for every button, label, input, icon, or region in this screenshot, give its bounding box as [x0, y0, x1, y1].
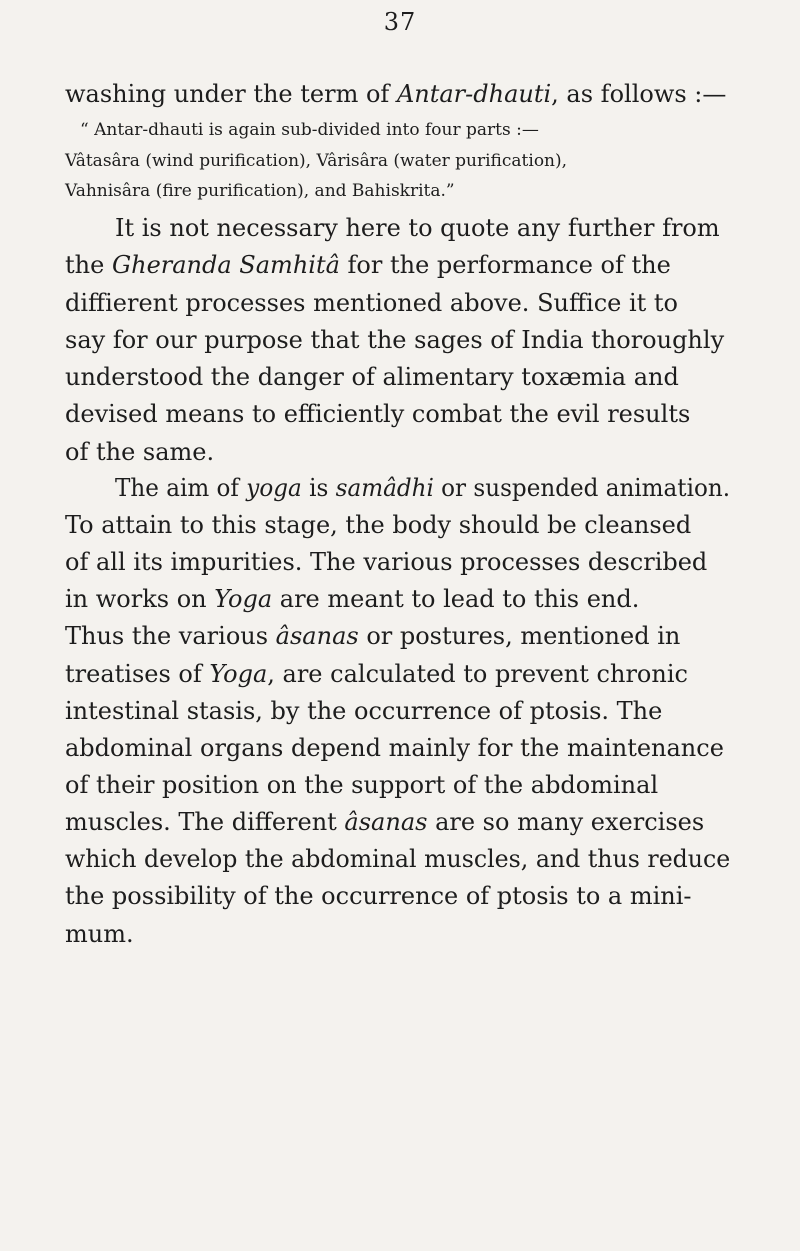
text-run: It is not necessary here to quote any further from [115, 214, 720, 242]
text-run: , are calculated to prevent chronic [267, 660, 688, 688]
text-run: or postures, mentioned in [358, 622, 681, 650]
italic-run: Yoga [214, 585, 273, 613]
text-line [115, 212, 720, 244]
text-line [65, 620, 680, 652]
text-run: of all its impurities. The various processes described [65, 548, 708, 576]
text-run: for the performance of the [339, 251, 671, 279]
text-run: the possibility of the occurrence of ptosis to a mini- [65, 882, 692, 910]
text-line [65, 806, 704, 838]
italic-run: samâdhi [335, 474, 434, 502]
text-run: , as follows :— [551, 80, 727, 108]
text-line [65, 843, 730, 875]
text-line [65, 546, 707, 578]
text-line [65, 583, 639, 615]
text-run: which develop the abdominal muscles, and thus reduce [65, 845, 731, 873]
text-run: say for our purpose that the sages of India thoroughly [65, 326, 725, 354]
text-line [65, 436, 214, 468]
text-line [65, 148, 567, 174]
text-run: abdominal organs depend mainly for the maintenance [65, 734, 724, 762]
text-run: “ Antar-dhauti is again sub-divided into four parts :— [80, 120, 539, 140]
text-run: Vahnisâra (fire purification), and Bahiskrita.” [65, 181, 455, 201]
text-run: devised means to efficiently combat the evil results [65, 400, 691, 428]
italic-run: Antar-dhauti [396, 80, 552, 108]
text-run: Vâtasâra (wind purification), Vârisâra (water purification), [65, 151, 568, 171]
text-line [65, 398, 690, 430]
text-run: in works on [65, 585, 215, 613]
text-line [65, 658, 688, 690]
text-run: are meant to lead to this end. [272, 585, 640, 613]
text-line [65, 287, 678, 319]
italic-run: âsanas [275, 622, 359, 650]
text-run: treatises of [65, 660, 210, 688]
text-run: of their position on the support of the abdominal [65, 771, 659, 799]
text-run: of the same. [65, 438, 215, 466]
text-run: is [301, 474, 336, 502]
italic-run: âsanas [344, 808, 428, 836]
text-run: mum. [65, 920, 134, 948]
text-line [65, 78, 726, 110]
page-number: 37 [383, 8, 417, 36]
text-run: the [65, 251, 112, 279]
text-line [65, 361, 679, 393]
text-line [65, 918, 134, 950]
italic-run: yoga [246, 474, 302, 502]
text-line [115, 472, 730, 504]
text-line [80, 117, 539, 143]
text-line [65, 769, 658, 801]
text-run: understood the danger of alimentary toxæmia and [65, 363, 679, 391]
text-run: muscles. The different [65, 808, 345, 836]
text-line [65, 732, 724, 764]
text-run: Thus the various [65, 622, 276, 650]
text-line [65, 695, 662, 727]
text-run: or suspended animation. [433, 474, 731, 502]
text-run: are so many exercises [427, 808, 705, 836]
text-line [65, 509, 691, 541]
text-run: intestinal stasis, by the occurrence of ptosis. The [65, 697, 663, 725]
text-run: To attain to this stage, the body should be cleansed [65, 511, 692, 539]
text-run: The aim of [115, 474, 247, 502]
text-line [65, 249, 671, 281]
text-line [65, 880, 692, 912]
text-run: diffierent processes mentioned above. Suffice it to [65, 289, 679, 317]
text-line [65, 324, 724, 356]
italic-run: Yoga [209, 660, 268, 688]
text-run: washing under the term of [65, 80, 397, 108]
text-line [65, 178, 455, 204]
italic-run: Gheranda Samhitâ [111, 251, 340, 279]
